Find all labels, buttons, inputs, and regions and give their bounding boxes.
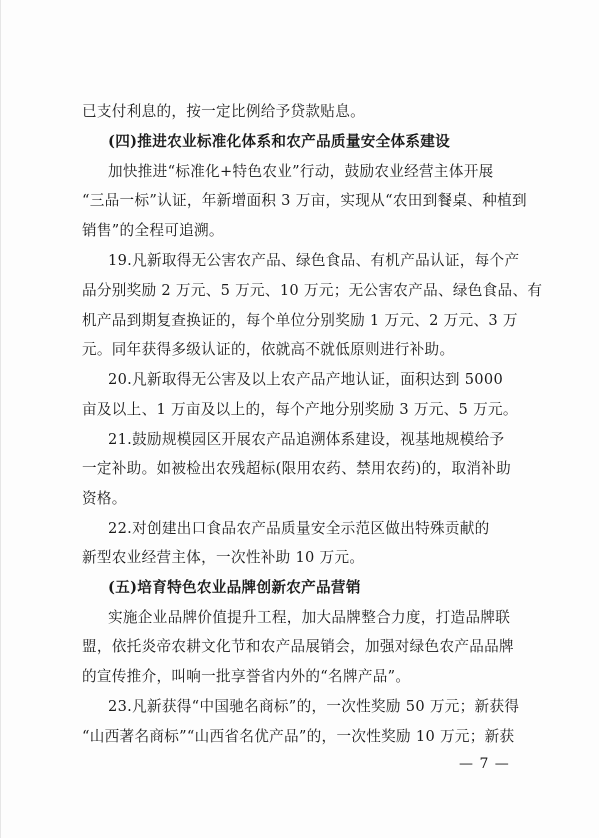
text-line: 元。同年获得多级认证的，依就高不就低原则进行补助。 — [82, 341, 455, 358]
text-line: 盟，依托炎帝农耕文化节和农产品展销会，加强对绿色农产品品牌 — [82, 638, 514, 655]
text-line: 新型农业经营主体，一次性补助 10 万元。 — [82, 549, 365, 566]
text-line: 已支付利息的，按一定比例给予贷款贴息。 — [82, 103, 365, 120]
text-line: 一定补助。如被检出农残超标(限用农药、禁用农药)的，取消补助 — [82, 460, 512, 477]
text-line: 品分别奖励 2 万元、5 万元、10 万元；无公害农产品、绿色食品、有 — [82, 282, 543, 299]
text-line: 亩及以上、1 万亩及以上的，每个产地分别奖励 3 万元、5 万元。 — [82, 401, 518, 418]
text-line: 机产品到期复查换证的，每个单位分别奖励 1 万元、2 万元、3 万 — [82, 312, 518, 329]
text-line: 实施企业品牌价值提升工程，加大品牌整合力度，打造品牌联 — [108, 609, 511, 626]
text-line: 加快推进“标准化+特色农业”行动，鼓励农业经营主体开展 — [108, 163, 494, 180]
text-line: 22.对创建出口食品农产品质量安全示范区做出特殊贡献的 — [108, 520, 490, 537]
text-line: “三品一标”认证，年新增面积 3 万亩，实现从“农田到餐桌、种植到 — [82, 192, 527, 209]
text-line: 23.凡新获得“中国驰名商标”的，一次性奖励 50 万元；新获得 — [108, 698, 520, 715]
text-line: 19.凡新取得无公害农产品、绿色食品、有机产品认证，每个产 — [108, 252, 520, 269]
section-heading: (五)培育特色农业品牌创新农产品营销 — [108, 579, 361, 596]
page-number: — 7 — — [459, 756, 510, 772]
text-line: “山西著名商标”“山西省名优产品”的，一次性奖励 10 万元；新获 — [82, 728, 515, 745]
text-line: 销售”的全程可追溯。 — [82, 222, 224, 239]
text-line: 的宣传推介，叫响一批享誉省内外的“名牌产品”。 — [82, 668, 411, 685]
text-line: 21.鼓励规模园区开展农产品追溯体系建设，视基地规模给予 — [108, 431, 505, 448]
text-line: 资格。 — [82, 490, 127, 507]
section-heading: (四)推进农业标准化体系和农产品质量安全体系建设 — [108, 133, 451, 150]
text-line: 20.凡新取得无公害及以上农产品产地认证，面积达到 5000 — [108, 371, 504, 388]
